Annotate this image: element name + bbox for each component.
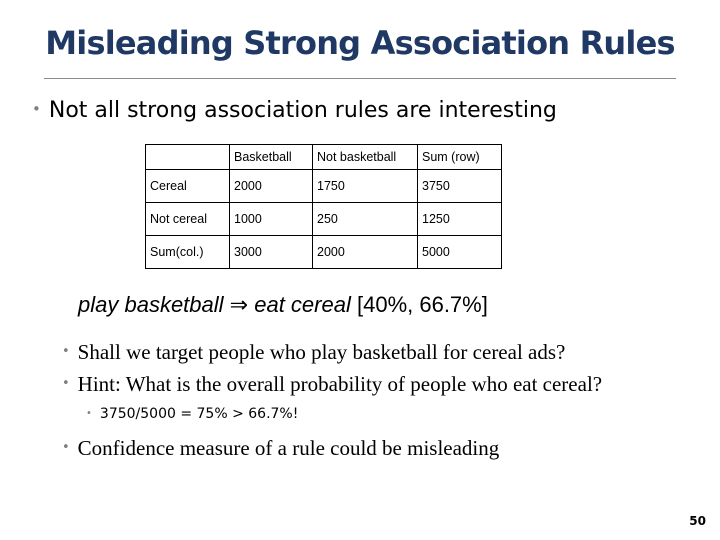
rule-measures: [40%, 66.7%] [356, 292, 488, 317]
bullet-dot-icon: • [32, 100, 41, 118]
table-cell: 3750 [418, 170, 502, 203]
table-row [146, 236, 502, 269]
bullet-2 [62, 340, 565, 365]
table-cell: Sum(col.) [146, 236, 230, 269]
table-header-cell: Sum (row) [418, 145, 502, 170]
bullet-1-text: Not all strong association rules are interesting [48, 98, 557, 123]
table-cell: Cereal [146, 170, 230, 203]
table-cell: 1250 [418, 203, 502, 236]
title-divider [44, 78, 676, 79]
table-cell: 3000 [230, 236, 313, 269]
bullet-dot-icon: • [62, 440, 70, 455]
rule-consequent: eat cereal [254, 292, 351, 317]
contingency-table [145, 144, 502, 269]
table-cell: 5000 [418, 236, 502, 269]
bullet-4-text: Confidence measure of a rule could be misleading [77, 436, 500, 460]
bullet-1 [32, 98, 557, 123]
slide-title: Misleading Strong Association Rules [45, 24, 675, 62]
bullet-3 [62, 372, 602, 397]
table-cell: 250 [313, 203, 418, 236]
table-header-row [146, 145, 502, 170]
association-rule [78, 292, 488, 318]
rule-antecedent: play basketball [78, 292, 224, 317]
table-cell: 2000 [313, 236, 418, 269]
table-row [146, 203, 502, 236]
table-header-cell: Basketball [230, 145, 313, 170]
table-cell: 1000 [230, 203, 313, 236]
bullet-dot-icon: • [62, 376, 70, 391]
implies-icon: ⇒ [229, 292, 249, 317]
table-cell: 1750 [313, 170, 418, 203]
sub-bullet [86, 406, 298, 422]
sub-bullet-text: 3750/5000 = 75% > 66.7%! [99, 406, 299, 422]
table-header-cell: Not basketball [313, 145, 418, 170]
page-number: 50 [689, 514, 706, 528]
table-header-cell [146, 145, 230, 170]
bullet-dot-icon: • [62, 344, 70, 359]
bullet-4 [62, 436, 499, 461]
bullet-dot-icon: • [86, 408, 92, 419]
bullet-2-text: Shall we target people who play basketball for cereal ads? [77, 340, 566, 364]
bullet-3-text: Hint: What is the overall probability of people who eat cereal? [77, 372, 603, 396]
table-row [146, 170, 502, 203]
table-cell: 2000 [230, 170, 313, 203]
table-cell: Not cereal [146, 203, 230, 236]
